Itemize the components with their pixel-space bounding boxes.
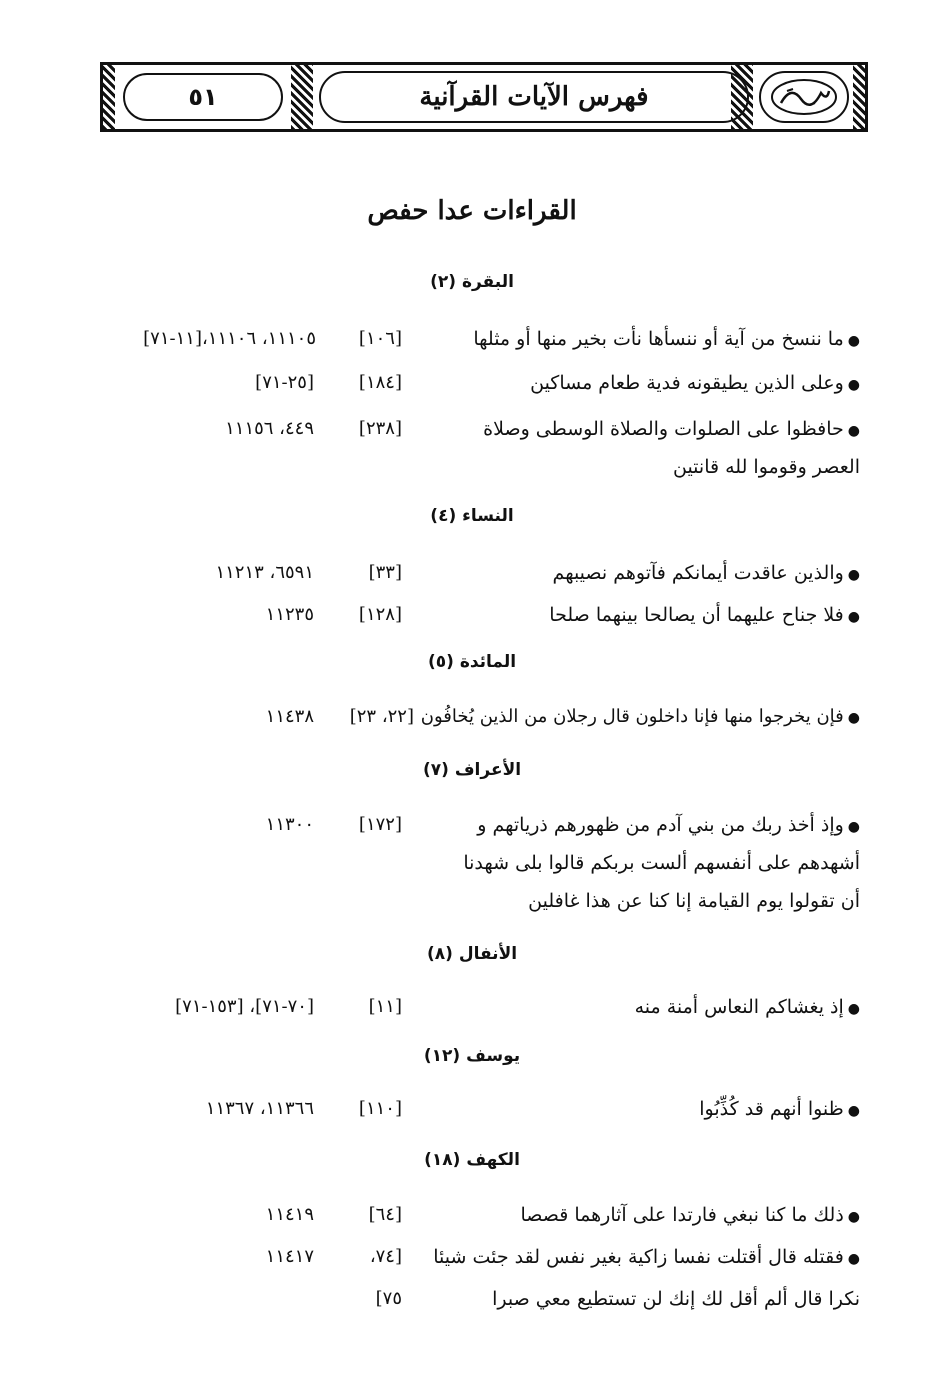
header-title: فهرس الآيات القرآنية	[419, 82, 649, 112]
verse-line: ما ننسخ من آية أو ننسأها نأت بخير منها أو مثلها	[473, 328, 844, 350]
bullet-icon: ●	[847, 1251, 860, 1267]
hadith-refs: ١١٤١٧	[265, 1246, 314, 1267]
verse-line: فلا جناح عليهما أن يصالحا بينهما صلحا	[549, 604, 844, 626]
bullet-icon: ●	[847, 423, 860, 439]
section-heading: (١٨) الكهف	[424, 1150, 520, 1170]
hadith-refs: ١١١٠٥، ١١١٠٦،[١١-٧١]	[143, 328, 316, 349]
entry	[0, 418, 944, 450]
hadith-refs: ١١٤٣٨	[265, 706, 314, 727]
verse-text	[635, 996, 860, 1018]
verse-text	[483, 418, 860, 440]
aya-number: [١٠٦]	[358, 328, 402, 349]
section-heading: (٥) المائدة	[427, 652, 517, 672]
verse-text	[530, 372, 860, 394]
verse-text	[421, 706, 860, 727]
hadith-refs: ١١٣٠٠	[265, 814, 314, 835]
section-heading: (١٢) يوسف	[423, 1046, 521, 1066]
hadith-refs: ١١٤١٩	[265, 1204, 314, 1225]
entry	[0, 996, 944, 1028]
hadith-refs: [٢٥-٧١]	[255, 372, 314, 393]
aya-number: [٧٤،	[369, 1246, 402, 1267]
bullet-icon: ●	[847, 710, 860, 726]
bullet-icon: ●	[847, 333, 860, 349]
entry	[0, 1246, 944, 1278]
verse-text	[553, 562, 860, 584]
hadith-refs: [٧٠-٧١]، [١٥٣-٧١]	[175, 996, 314, 1017]
verse-line: أشهدهم على أنفسهم ألست بربكم قالوا بلى شهدنا	[463, 852, 860, 874]
verse-text	[473, 328, 860, 350]
section-heading: (٨) الأنفال	[426, 944, 518, 964]
entry-continuation	[0, 890, 944, 922]
verse-line: أن تقولوا يوم القيامة إنا كنا عن هذا غافلين	[528, 890, 860, 912]
aya-number: [٣٣]	[368, 562, 402, 583]
verse-line: حافظوا على الصلوات والصلاة الوسطى وصلاة	[483, 418, 844, 440]
entry	[0, 1204, 944, 1236]
page-number-box	[123, 73, 283, 121]
entry-continuation	[0, 852, 944, 884]
section-heading: (٧) الأعراف	[422, 760, 522, 780]
section-heading: (٢) البقرة	[430, 272, 514, 292]
verse-line: فقتله قال أقتلت نفسا زاكية بغير نفس لقد جئت شيئا	[433, 1246, 844, 1268]
verse-line: ذلك ما كنا نبغي فارتدا على آثارهما قصصا	[520, 1204, 844, 1226]
bullet-icon: ●	[847, 567, 860, 583]
aya-number: [٦٤]	[368, 1204, 402, 1225]
aya-number: [١١]	[368, 996, 402, 1017]
calligraphy-logo-icon	[769, 77, 839, 117]
verse-line: وإذ أخذ ربك من بني آدم من ظهورهم ذرياتهم و	[477, 814, 844, 836]
quran-logo	[759, 71, 849, 123]
verse-text	[477, 814, 860, 836]
page-header	[100, 62, 868, 132]
entry	[0, 814, 944, 846]
bullet-icon: ●	[847, 1209, 860, 1225]
hadith-refs: ١١٢٣٥	[265, 604, 314, 625]
verse-text	[549, 604, 860, 626]
section-heading: (٤) النساء	[430, 506, 514, 526]
aya-number: [١١٠]	[358, 1098, 402, 1119]
entry-continuation	[0, 1288, 944, 1320]
entry	[0, 604, 944, 636]
header-ornament-right	[853, 65, 865, 129]
verse-text	[699, 1098, 860, 1120]
aya-number: [١٧٢]	[358, 814, 402, 835]
entry-continuation	[0, 456, 944, 488]
verse-line: العصر وقوموا لله قانتين	[672, 456, 860, 478]
aya-number: [١٨٤]	[358, 372, 402, 393]
verse-line: وعلى الذين يطيقونه فدية طعام مساكين	[530, 372, 844, 394]
verse-text	[433, 1246, 860, 1268]
entry	[0, 562, 944, 594]
entry	[0, 706, 944, 738]
bullet-icon: ●	[847, 377, 860, 393]
hadith-refs: ١١٣٦٦، ١١٣٦٧	[205, 1098, 314, 1119]
verse-line: ظنوا أنهم قد كُذِّبُوا	[699, 1098, 844, 1120]
bullet-icon: ●	[847, 1001, 860, 1017]
aya-number: [٢٢، ٢٣]	[349, 706, 414, 727]
entry	[0, 1098, 944, 1130]
header-ornament-left	[103, 65, 115, 129]
aya-number: [٢٣٨]	[358, 418, 402, 439]
header-title-box	[319, 71, 749, 123]
bullet-icon: ●	[847, 1103, 860, 1119]
verse-text	[520, 1204, 860, 1226]
entry	[0, 372, 944, 404]
verse-line: إذ يغشاكم النعاس أمنة منه	[634, 996, 844, 1018]
entry	[0, 328, 944, 360]
aya-number-continued: ٧٥]	[375, 1288, 402, 1309]
verse-line: والذين عاقدت أيمانكم فآتوهم نصيبهم	[552, 562, 844, 584]
page-number: ٥١	[188, 83, 218, 111]
header-ornament-mid	[291, 65, 313, 129]
page-title: القراءات عدا حفص	[367, 196, 577, 226]
verse-line: نكرا قال ألم أقل لك إنك لن تستطيع معي صبرا	[492, 1288, 860, 1310]
verse-line: فإن يخرجوا منها فإنا داخلون قال رجلان من الذين يُخافُون	[420, 706, 844, 727]
bullet-icon: ●	[847, 819, 860, 835]
hadith-refs: ٤٤٩، ١١١٥٦	[225, 418, 314, 439]
hadith-refs: ٦٥٩١، ١١٢١٣	[215, 562, 314, 583]
aya-number: [١٢٨]	[358, 604, 402, 625]
bullet-icon: ●	[847, 609, 860, 625]
